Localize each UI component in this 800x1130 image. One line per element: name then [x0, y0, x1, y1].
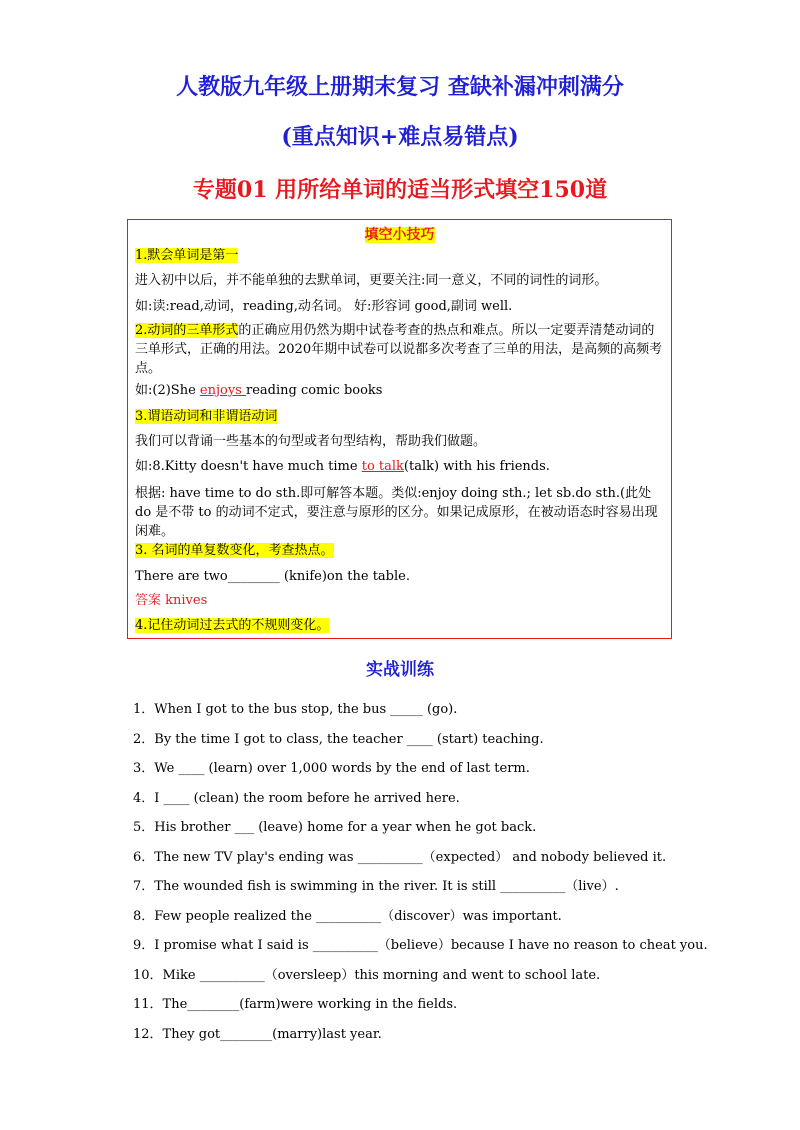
- tip2-text: 的正确应用仍然为期中试卷考查的热点和难点。所以一定要弄清楚动词的三单形式，正确的用法。2020年期中试卷可以说都多次考查了三单的用法，是高频的高频考点。: [135, 323, 663, 376]
- question-10: 10．Mike __________（oversleep）this morning and went to school late.: [133, 968, 601, 983]
- question-8: 8．Few people realized the __________（discover）was important.: [133, 909, 562, 924]
- tip3-text: 我们可以背诵一些基本的句型或者句型结构，帮助我们做题。: [135, 434, 487, 449]
- topic-title: 专题01 用所给单词的适当形式填空150道: [192, 177, 608, 203]
- tip3-answer: to talk: [361, 459, 404, 474]
- tip2-paragraph: [135, 321, 663, 378]
- tips-title: 填空小技巧: [364, 227, 435, 243]
- tip4-example: There are two________ (knife)on the table.: [135, 569, 410, 584]
- tip3-example: 如:8.Kitty doesn't have much time to talk(talk) with his friends.: [135, 459, 550, 474]
- question-7: 7．The wounded fish is swimming in the river. It is still __________（live）.: [133, 879, 619, 894]
- tips-box: [127, 219, 672, 639]
- tip4-answer: 答案 knives: [135, 593, 208, 608]
- tip3-basis: 根据: have time to do sth.即可解答本题。类似:enjoy doing sth.; let sb.do sth.(此处 do 是不带 to 的动词不定式，要注意与原形的区分。如果记成原形，在被动语态时容易出现闲难。: [135, 486, 658, 539]
- tip2-heading: 2.动词的三单形式: [135, 323, 239, 338]
- question-2: 2．By the time I got to class, the teacher ____ (start) teaching.: [133, 732, 544, 747]
- question-1: 1．When I got to the bus stop, the bus _____ (go).: [133, 702, 458, 717]
- tip4-heading: 3. 名词的单复数变化，考查热点。: [135, 543, 334, 558]
- question-11: 11．The________(farm)were working in the fields.: [133, 997, 458, 1012]
- document-subtitle: (重点知识+难点易错点): [281, 124, 519, 150]
- tip2-answer: enjoys: [199, 383, 246, 398]
- document-title: 人教版九年级上册期末复习 查缺补漏冲刺满分: [176, 74, 624, 100]
- tip1-text: 进入初中以后，并不能单独的去默单词，更要关注:同一意义，不同的词性的词形。: [135, 273, 608, 288]
- tip1-heading: 1.默会单词是第一: [135, 248, 239, 263]
- question-3: 3．We ____ (learn) over 1,000 words by the end of last term.: [133, 761, 530, 776]
- tip5-heading: 4.记住动词过去式的不规则变化。: [135, 618, 330, 633]
- question-12: 12．They got________(marry)last year.: [133, 1027, 382, 1042]
- tip1-example: 如:读:read,动词，reading,动名词。 好:形容词 good,副词 well.: [135, 299, 513, 314]
- practice-title: 实战训练: [366, 660, 434, 680]
- question-6: 6．The new TV play's ending was __________（expected） and nobody believed it.: [133, 850, 667, 865]
- question-5: 5．His brother ___ (leave) home for a year when he got back.: [133, 820, 537, 835]
- question-9: 9．I promise what I said is __________（believe）because I have no reason to cheat you.: [133, 938, 708, 953]
- tip2-example: 如:(2)She enjoys reading comic books: [135, 383, 383, 398]
- tip3-heading: 3.谓语动词和非谓语动词: [135, 409, 278, 424]
- question-4: 4．I ____ (clean) the room before he arrived here.: [133, 791, 460, 806]
